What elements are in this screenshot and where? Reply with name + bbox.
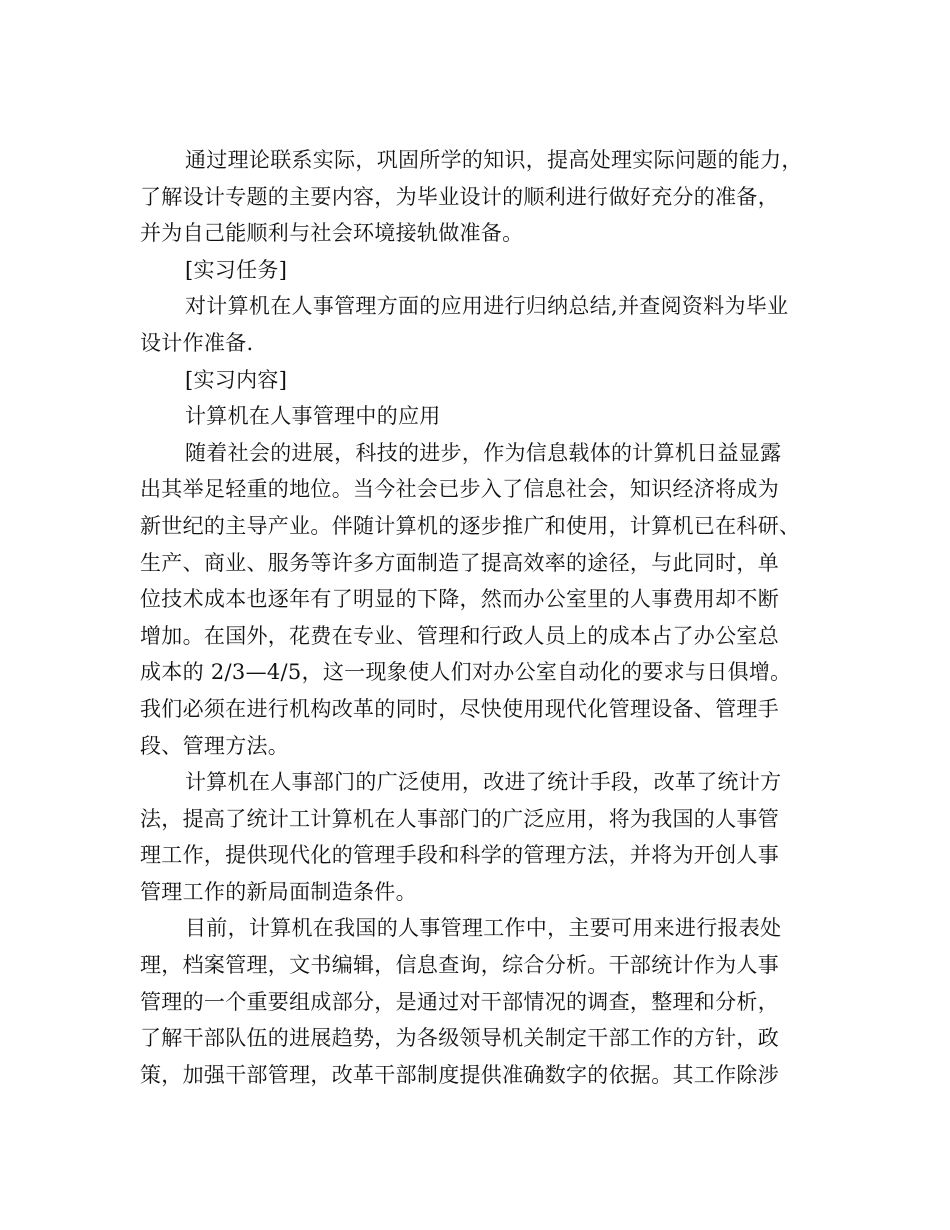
- text-line: 出其举足轻重的地位。当今社会已步入了信息社会，知识经济将成为: [140, 477, 779, 502]
- text-line: 理，档案管理，文书编辑，信息查询，综合分析。干部统计作为人事: [140, 953, 779, 978]
- text-line: 生产、商业、服务等许多方面制造了提高效率的途径，与此同时，单: [140, 550, 779, 575]
- text-line: 位技术成本也逐年有了明显的下降，然而办公室里的人事费用却不断: [140, 587, 779, 612]
- text-line: 通过理论联系实际，巩固所学的知识，提高处理实际问题的能力，: [185, 148, 803, 172]
- document-body: [140, 142, 815, 1093]
- text-line: 我们必须在进行机构改革的同时，尽快使用现代化管理设备、管理手: [140, 696, 779, 721]
- text-line: 设计作准备.: [140, 330, 254, 355]
- text-line: 对计算机在人事管理方面的应用进行归纳总结,并查阅资料为毕业: [185, 294, 789, 319]
- text-line: 了解干部队伍的进展趋势，为各级领导机关制定干部工作的方针，政: [140, 1026, 779, 1051]
- text-line: 新世纪的主导产业。伴随计算机的逐步推广和使用，计算机已在科研、: [140, 513, 801, 538]
- text-line: 策，加强干部管理，改革干部制度提供准确数字的依据。其工作除涉: [140, 1062, 779, 1087]
- section-heading: [实习任务]: [185, 257, 288, 282]
- text-line: 段、管理方法。: [140, 733, 290, 758]
- subsection-title: 计算机在人事管理中的应用: [185, 404, 441, 429]
- text-line: 管理的一个重要组成部分，是通过对干部情况的调查，整理和分析，: [140, 989, 779, 1014]
- text-line: 并为自己能顺利与社会环境接轨做准备。: [140, 221, 524, 246]
- text-line: 管理工作的新局面制造条件。: [140, 879, 417, 904]
- text-line: 计算机在人事部门的广泛使用，改进了统计手段，改革了统计方: [185, 770, 782, 795]
- text-line: 增加。在国外，花费在专业、管理和行政人员上的成本占了办公室总: [140, 623, 779, 648]
- text-line: 目前，计算机在我国的人事管理工作中，主要可用来进行报表处: [185, 916, 782, 941]
- section-heading: [实习内容]: [185, 367, 288, 392]
- text-line: 成本的 2/3—4/5，这一现象使人们对办公室自动化的要求与日俱增。: [140, 660, 792, 685]
- text-line: 法，提高了统计工计算机在人事部门的广泛应用，将为我国的人事管: [140, 806, 779, 831]
- text-line: 理工作，提供现代化的管理手段和科学的管理方法，并将为开创人事: [140, 843, 779, 868]
- text-line: 了解设计专题的主要内容，为毕业设计的顺利进行做好充分的准备，: [140, 184, 779, 209]
- text-line: 随着社会的进展，科技的进步，作为信息载体的计算机日益显露: [185, 440, 782, 465]
